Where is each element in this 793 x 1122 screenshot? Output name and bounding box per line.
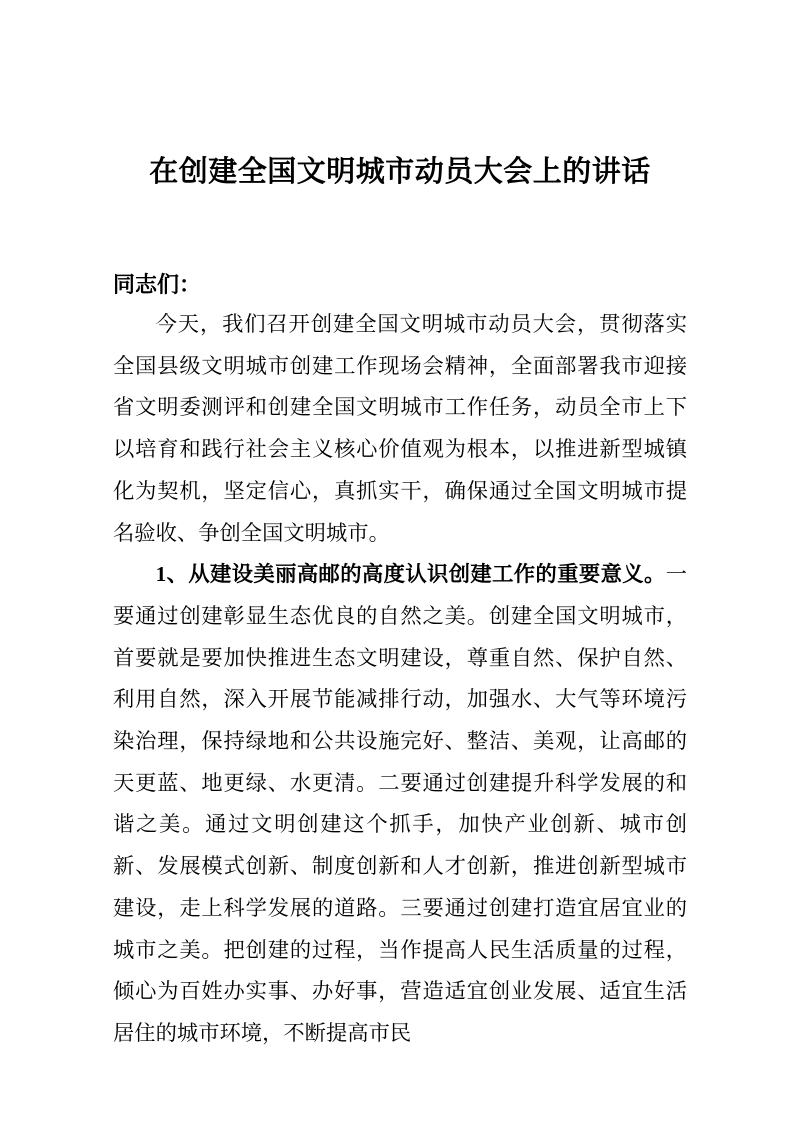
paragraph-text-segment: 今天，我们召开创建全国文明城市动员大会，贯彻落实全国县级文明城市创建工作现场会精神，全面部署我市迎接省文明委测评和创建全国文明城市工作任务，动员全市上下以培育和践行社会主义核心价值观为根本，以推进新型城镇化为契机，坚定信心，真抓实干，确保通过全国文明城市提名验收、争创全国文明城市。 (113, 312, 687, 545)
paragraph-text-segment: 一要通过创建彰显生态优良的自然之美。创建全国文明城市，首要就是要加快推进生态文明建设，尊重自然、保护自然、利用自然，深入开展节能减排行动，加强水、大气等环境污染治理，保持绿地和公共设施完好、整洁、美观，让高邮的天更蓝、地更绿、水更清。二要通过创建提升科学发展的和谐之美。通过文明创建这个抓手，加快产业创新、城市创新、发展模式创新、制度创新和人才创新，推进创新型城市建设，走上科学发展的道路。三要通过创建打造宜居宜业的城市之美。把创建的过程，当作提高人民生活质量的过程，倾心为百姓办实事、办好事，营造适宜创业发展、适宜生活居住的城市环境，不断提高市民 (113, 562, 687, 1045)
paragraph-heading-segment: 1、从建设美丽高邮的高度认识创建工作的重要意义。 (155, 562, 666, 587)
document-body (113, 304, 687, 1055)
paragraph (113, 554, 687, 1054)
salutation: 同志们： (113, 272, 202, 297)
paragraph (113, 304, 687, 554)
document-title: 在创建全国文明城市动员大会上的讲话 (149, 156, 651, 188)
